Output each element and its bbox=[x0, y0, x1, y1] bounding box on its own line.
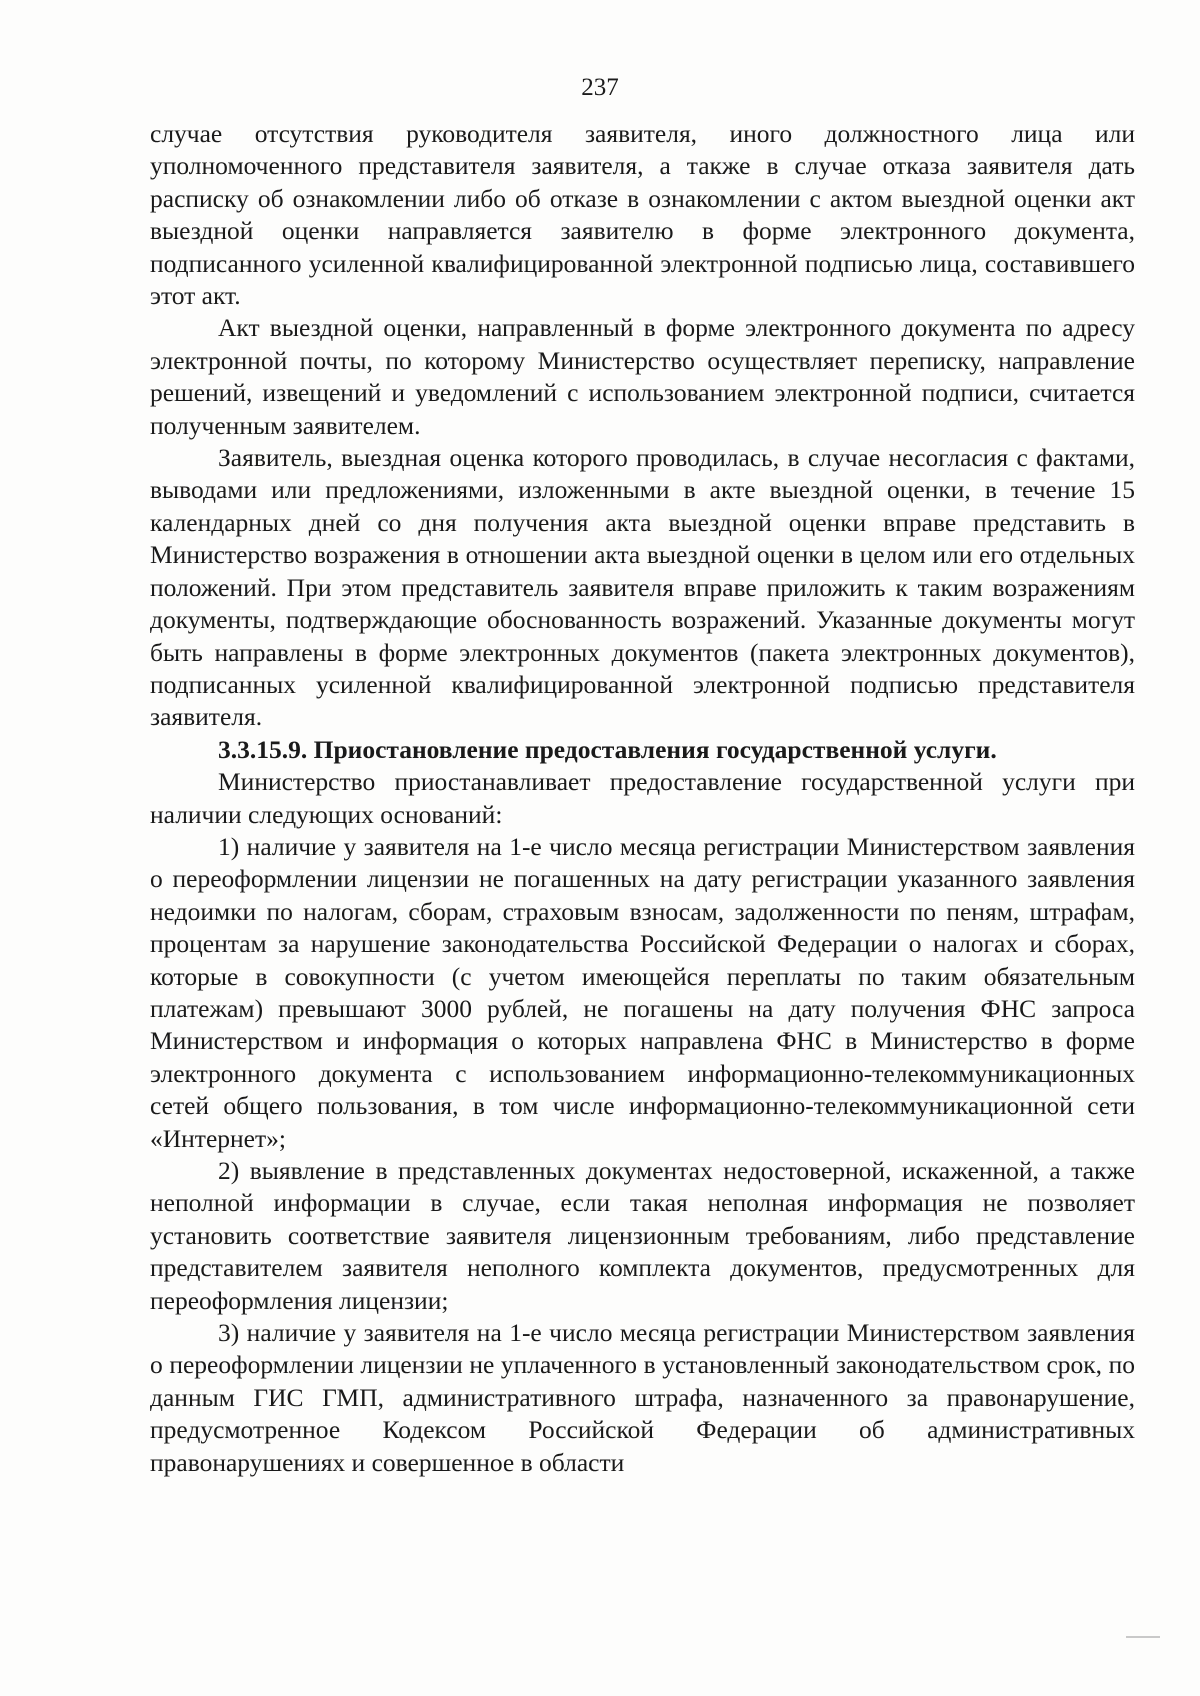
paragraph-applicant-objections: Заявитель, выездная оценка которого проводилась, в случае несогласия с фактами, выводами или предложениями, изложенными в акте выездной оценки, в течение 15 календарных дней со дня получения акта выездной оценки вправе представить в Министерство возражения в отношении акта выездной оценки в целом или его отдельных положений. При этом представитель заявителя вправе приложить к таким возражениям документы, подтверждающие обоснованность возражений. Указанные документы могут быть направлены в форме электронных документов (пакета электронных документов), подписанных усиленной квалифицированной электронной подписью представителя заявителя. bbox=[150, 443, 1135, 732]
list-item-ground-2: 2) выявление в представленных документах недостоверной, искаженной, а также неполной информации в случае, если такая неполная информация не позволяет установить соответствие заявителя лицензионным требованиям, либо представление представителем заявителя неполного комплекта документов, предусмотренных для переоформления лицензии; bbox=[150, 1156, 1135, 1315]
list-item-ground-3: 3) наличие у заявителя на 1-е число месяца регистрации Министерством заявления о переоформлении лицензии не уплаченного в установленный законодательством срок, по данным ГИС ГМП, административного штрафа, назначенного за правонарушение, предусмотренное Кодексом Российской Федерации об административных правонарушениях и совершенное в области bbox=[150, 1318, 1135, 1477]
paragraph-electronic-report-received: Акт выездной оценки, направленный в форме электронного документа по адресу электронной почты, по которому Министерство осуществляет переписку, направление решений, извещений и уведомлений с использованием электронной подписи, считается полученным заявителем. bbox=[150, 313, 1135, 440]
scan-edge-mark bbox=[1126, 1636, 1160, 1638]
paragraph-expert-report-delivery: случае отсутствия руководителя заявителя, иного должностного лица или уполномоченного представителя заявителя, а также в случае отказа заявителя дать расписку об ознакомлении либо об отказе в ознакомлении с актом выездной оценки акт выездной оценки направляется заявителю в форме электронного документа, подписанного усиленной квалифицированной электронной подписью лица, составившего этот акт. bbox=[150, 119, 1135, 311]
page-number: 237 bbox=[581, 74, 619, 101]
paragraph-suspension-grounds-intro: Министерство приостанавливает предоставление государственной услуги при наличии следующих оснований: bbox=[150, 767, 1135, 829]
section-heading-suspension: 3.3.15.9. Приостановление предоставления государственной услуги. bbox=[218, 734, 997, 764]
list-item-ground-1: 1) наличие у заявителя на 1-е число месяца регистрации Министерством заявления о переоформлении лицензии не погашенных на дату регистрации указанного заявления недоимки по налогам, сборам, страховым взносам, задолженности по пеням, штрафам, процентам за нарушение законодательства Российской Федерации о налогах и сборах, которые в совокупности (с учетом имеющейся переплаты по таким обязательным платежам) превышают 3000 рублей, не погашены на дату получения ФНС запроса Министерством и информация о которых направлена ФНС в Министерство в форме электронного документа с использованием информационно-телекоммуникационных сетей общего пользования, в том числе информационно-телекоммуникационной сети «Интернет»; bbox=[150, 831, 1135, 1153]
document-body bbox=[150, 118, 1135, 1479]
